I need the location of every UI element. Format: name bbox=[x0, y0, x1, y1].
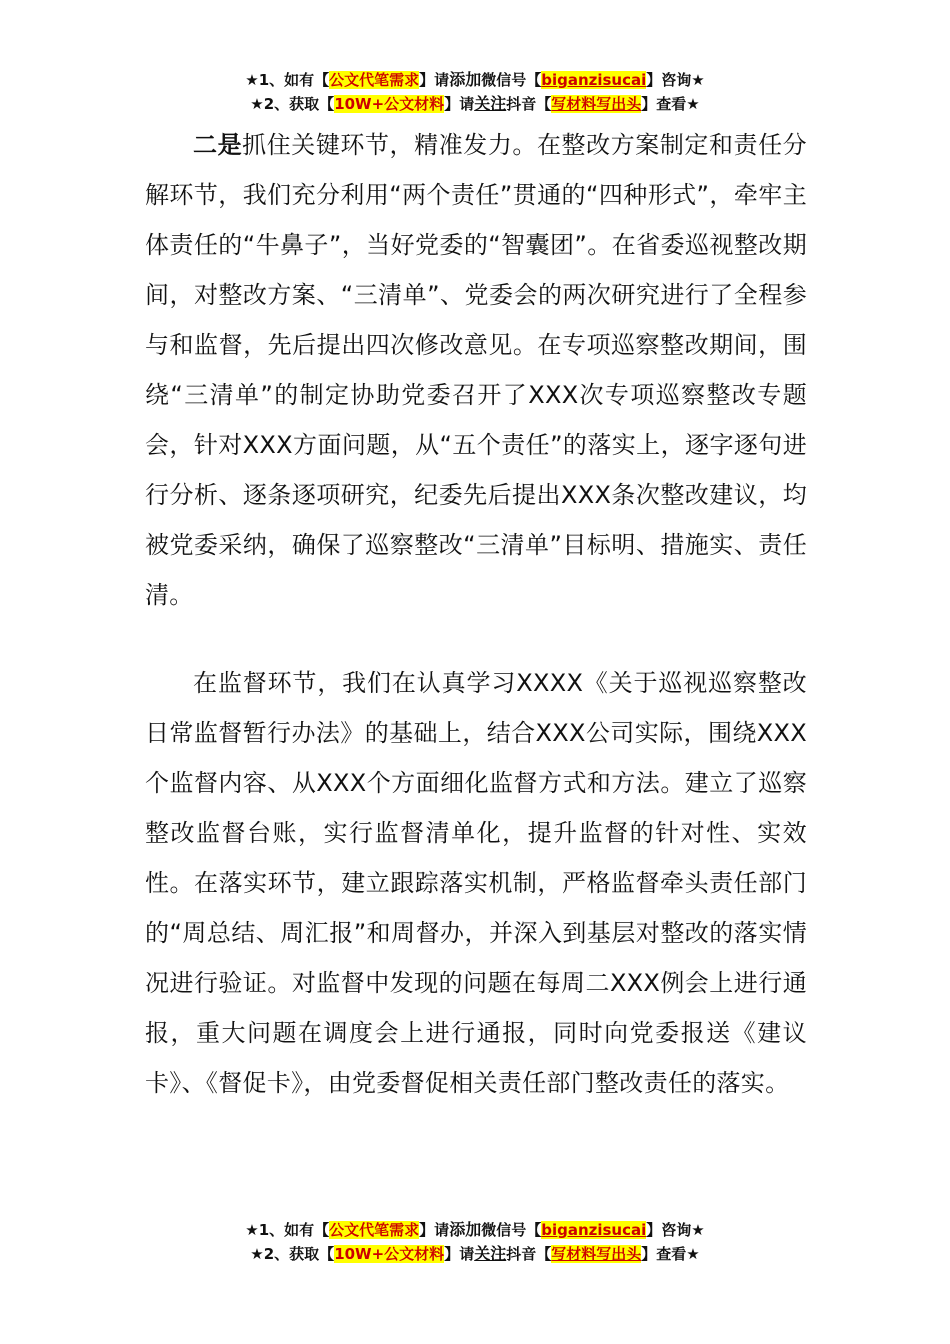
ad-text: 抖音【 bbox=[506, 95, 552, 113]
ad-text: ★2、获取【 bbox=[250, 1245, 335, 1263]
ad-line-2 bbox=[0, 92, 950, 116]
ad-line-2 bbox=[0, 1242, 950, 1266]
ad-emphasis: 关注 bbox=[474, 1244, 507, 1263]
ad-text: 】请 bbox=[419, 71, 450, 89]
ad-emphasis: 关注 bbox=[474, 94, 507, 113]
ad-highlight-douyin: 写材料写出头 bbox=[551, 95, 642, 113]
ad-highlight-materials: 10W+公文材料 bbox=[334, 1245, 445, 1263]
ad-text: 抖音【 bbox=[506, 1245, 552, 1263]
ad-text: ★2、获取【 bbox=[250, 95, 335, 113]
ad-highlight-douyin: 写材料写出头 bbox=[551, 1245, 642, 1263]
document-body bbox=[145, 120, 807, 1108]
ad-text: 微信号【 bbox=[481, 1221, 542, 1239]
ad-text: 】咨询★ bbox=[646, 71, 705, 89]
ad-text: 】请 bbox=[444, 1245, 475, 1263]
ad-emphasis: 添加 bbox=[449, 1220, 482, 1239]
ad-emphasis: 添加 bbox=[449, 70, 482, 89]
ad-text: 】请 bbox=[444, 95, 475, 113]
paragraph-1 bbox=[145, 120, 807, 620]
ad-text: 】请 bbox=[419, 1221, 450, 1239]
paragraph-text: 在监督环节，我们在认真学习XXXX《关于巡视巡察整改日常监督暂行办法》的基础上，结合XXX公司实际，围绕XXX个监督内容、从XXX个方面细化监督方式和方法。建立了巡察整改监督台账，实行监督清单化，提升监督的针对性、实效性。在落实环节，建立跟踪落实机制，严格监督牵头责任部门的“周总结、周汇报”和周督办，并深入到基层对整改的落实情况进行验证。对监督中发现的问题在每周二XXX例会上进行通报，重大问题在调度会上进行通报，同时向党委报送《建议卡》、《督促卡》，由党委督促相关责任部门整改责任的落实。 bbox=[145, 669, 807, 1097]
ad-line-1 bbox=[0, 1218, 950, 1242]
ad-text: ★1、如有【 bbox=[245, 1221, 330, 1239]
ad-highlight-service: 公文代笔需求 bbox=[329, 1221, 420, 1239]
paragraph-text: 抓住关键环节，精准发力。在整改方案制定和责任分解环节，我们充分利用“两个责任”贯通的“四种形式”，牵牢主体责任的“牛鼻子”，当好党委的“智囊团”。在省委巡视整改期间，对整改方案、“三清单”、党委会的两次研究进行了全程参与和监督，先后提出四次修改意见。在专项巡察整改期间，围绕“三清单”的制定协助党委召开了XXX次专项巡察整改专题会，针对XXX方面问题，从“五个责任”的落实上，逐字逐句进行分析、逐条逐项研究，纪委先后提出XXX条次整改建议，均被党委采纳，确保了巡察整改“三清单”目标明、措施实、责任清。 bbox=[145, 131, 807, 609]
ad-highlight-service: 公文代笔需求 bbox=[329, 71, 420, 89]
ad-text: 微信号【 bbox=[481, 71, 542, 89]
bottom-ad-banner bbox=[0, 1218, 950, 1266]
ad-highlight-wechat-id: biganzisucai bbox=[541, 71, 647, 89]
ad-text: ★1、如有【 bbox=[245, 71, 330, 89]
ad-text: 】咨询★ bbox=[646, 1221, 705, 1239]
top-ad-banner bbox=[0, 68, 950, 116]
ad-highlight-wechat-id: biganzisucai bbox=[541, 1221, 647, 1239]
paragraph-2 bbox=[145, 658, 807, 1108]
ad-text: 】查看★ bbox=[641, 1245, 700, 1263]
ad-highlight-materials: 10W+公文材料 bbox=[334, 95, 445, 113]
ad-line-1 bbox=[0, 68, 950, 92]
ad-text: 】查看★ bbox=[641, 95, 700, 113]
paragraph-lead: 二是 bbox=[193, 131, 243, 159]
